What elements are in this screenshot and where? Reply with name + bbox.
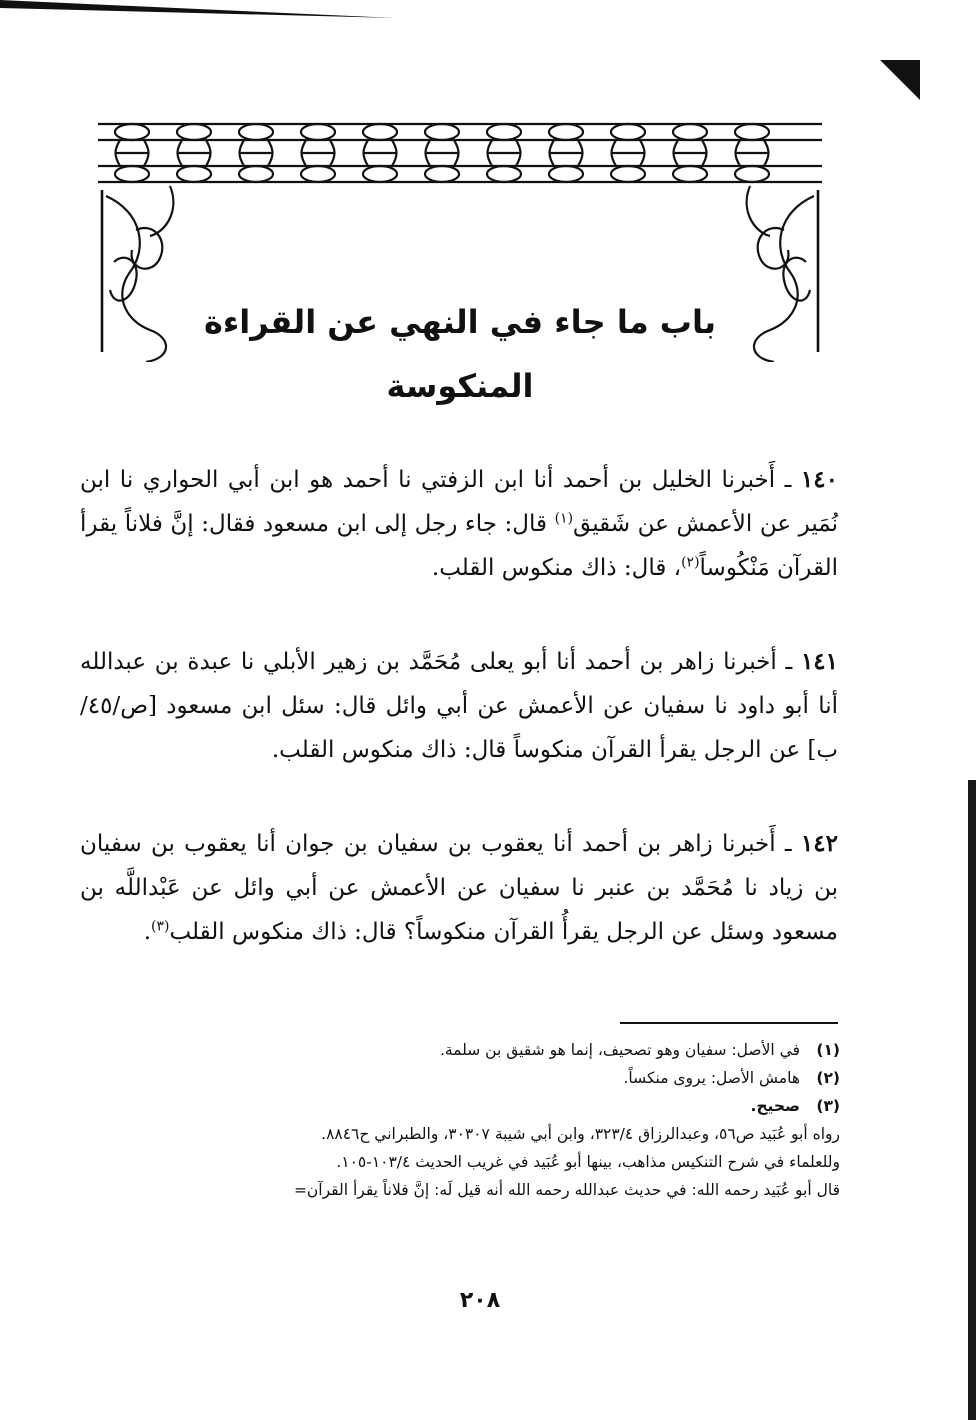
page-number: ٢٠٨ bbox=[459, 1288, 501, 1313]
chapter-title: باب ما جاء في النهي عن القراءة المنكوسة bbox=[204, 303, 716, 405]
hadith-text: أخبرنا زاهر بن أحمد أنا أبو يعلى مُحَمَّد بن زهير الأبلي نا عبدة بن عبدالله أنا أبو داود نا سفيان عن الأعمش عن أبي وائل قال: سئل ابن مسعود [ص/٤٥/ب] عن الرجل يقرأ القرآن منكوساً قال: ذاك منكوس القلب. bbox=[80, 649, 838, 763]
footnote-item bbox=[80, 1092, 840, 1120]
footnote-detail bbox=[80, 1120, 840, 1204]
footnote-label: (٣) bbox=[816, 1097, 840, 1115]
footnote-detail-line: رواه أبو عُبَيد ص٥٦، وعبدالرزاق ٣٢٣/٤، وابن أبي شيبة ٣٠٣٠٧، والطبراني ح٨٨٤٦. bbox=[321, 1125, 840, 1143]
footnote-ref-3: (٣) bbox=[151, 918, 170, 935]
footnote-detail-line: قال أبو عُبَيد رحمه الله: في حديث عبدالله رحمه الله أنه قيل لَه: إنَّ فلاناً يقرأ القرآن= bbox=[293, 1181, 840, 1199]
footnote-item bbox=[80, 1036, 840, 1064]
corner-triangle-mark bbox=[880, 60, 920, 100]
hadith-142-paragraph bbox=[80, 822, 838, 954]
hadith-dash: ـ bbox=[775, 831, 801, 857]
hadith-dash: ـ bbox=[775, 467, 801, 493]
footnote-label: (١) bbox=[816, 1041, 840, 1059]
hadith-number: ١٤٢ bbox=[800, 830, 838, 857]
hadith-text: أَخبرنا زاهر بن أحمد أنا يعقوب بن سفيان بن جوان أنا يعقوب بن سفيان بن زياد نا مُحَمَّد بن عنبر نا سفيان عن الأعمش عن أبي وائل عن عَبْداللَّه بن مسعود وسئل عن الرجل يقرأُ القرآن منكوساً؟ قال: ذاك منكوس القلب bbox=[80, 831, 838, 945]
footnote-separator bbox=[620, 1022, 838, 1024]
footnote-ref-1: (١) bbox=[554, 510, 574, 527]
hadith-text: ، قال: ذاك منكوس القلب. bbox=[431, 555, 682, 581]
hadith-text: قال: جاء رجل إلى ابن مسعود فقال: إنَّ فلاناً يقرأ القرآن مَنْكُوساً bbox=[80, 511, 838, 581]
hadith-dash: ـ bbox=[776, 649, 801, 675]
hadith-text: . bbox=[143, 919, 151, 945]
scan-shadow-bar bbox=[0, 0, 395, 18]
page-edge-shadow bbox=[968, 780, 976, 1420]
hadith-140-paragraph bbox=[80, 458, 838, 590]
hadith-text: أَخبرنا الخليل بن أحمد أنا ابن الزفتي نا أحمد هو ابن أبي الحواري نا ابن نُمَير عن الأعمش عن شَقيق bbox=[80, 467, 839, 537]
footnote-label: (٢) bbox=[816, 1069, 840, 1087]
hadith-number: ١٤١ bbox=[800, 648, 838, 675]
hadith-number: ١٤٠ bbox=[800, 466, 838, 493]
footnote-text: هامش الأصل: يروى منكساً. bbox=[623, 1069, 800, 1087]
footnote-detail-line: وللعلماء في شرح التنكيس مذاهب، بينها أبو عُبَيد في غريب الحديث ١٠٣/٤-١٠٥. bbox=[336, 1153, 840, 1171]
footnote-ref-2: (٢) bbox=[681, 554, 700, 571]
footnote-text: صحيح. bbox=[750, 1097, 800, 1115]
hadith-141-paragraph bbox=[80, 640, 838, 772]
footnotes-section bbox=[80, 1036, 840, 1204]
footnote-item bbox=[80, 1064, 840, 1092]
footnote-text: في الأصل: سفيان وهو تصحيف، إنما هو شقيق بن سلمة. bbox=[439, 1041, 800, 1059]
